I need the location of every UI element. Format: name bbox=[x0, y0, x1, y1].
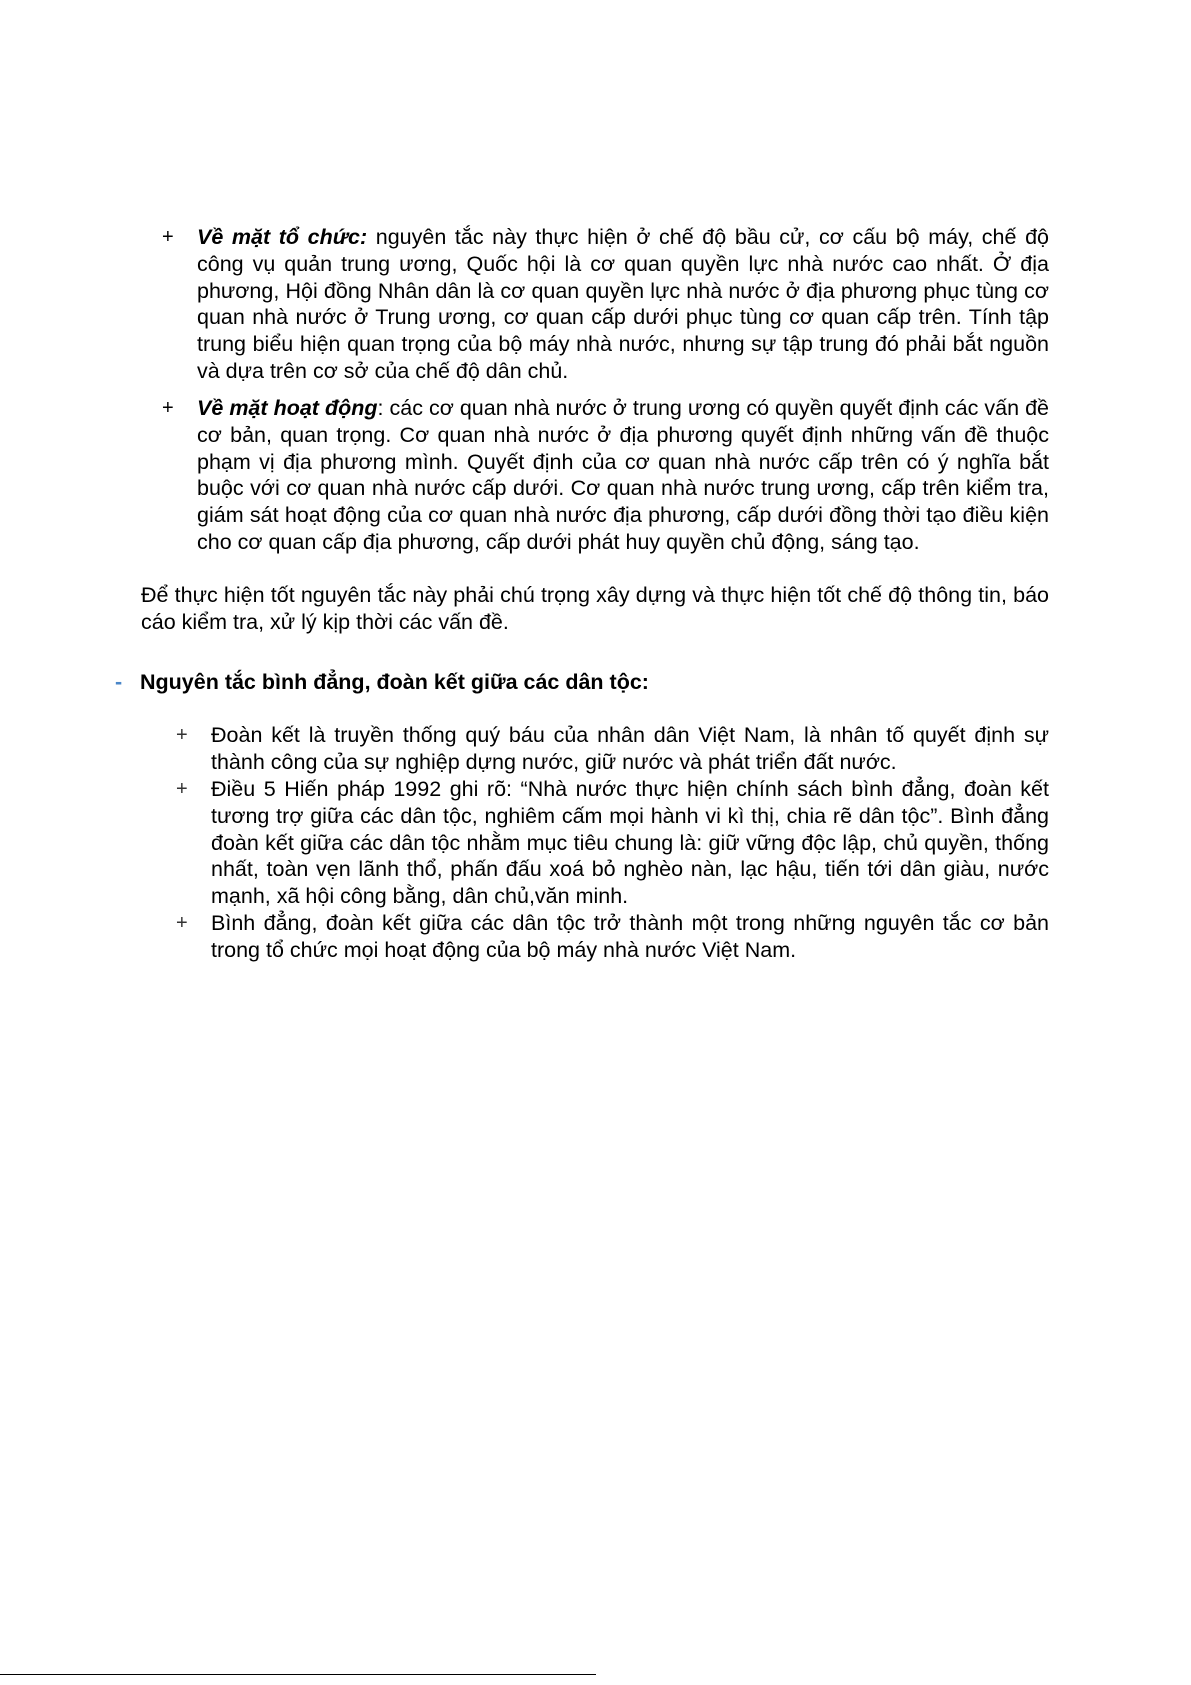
bullet-lead: Về mặt tổ chức: bbox=[197, 225, 368, 249]
plus-bullet-icon: + bbox=[162, 397, 174, 419]
bullet-body-text: Điều 5 Hiến pháp 1992 ghi rõ: “Nhà nước thực hiện chính sách bình đẳng, đoàn kết tương trợ giữa các dân tộc, nghiêm cấm mọi hành vi kì thị, chia rẽ dân tộc”. Bình đẳng đoàn kết giữa các dân tộc nhằm mục tiêu chung là: giữ vững độc lập, chủ quyền, thống nhất, toàn vẹn lãnh thổ, phấn đấu xoá bỏ nghèo nàn, lạc hậu, tiến tới dân giàu, nước mạnh, xã hội công bằng, dân chủ,văn minh. bbox=[211, 777, 1049, 909]
footnote-separator bbox=[0, 1674, 596, 1675]
section-heading bbox=[115, 669, 649, 696]
bullet-body-text: Bình đẳng, đoàn kết giữa các dân tộc trở thành một trong những nguyên tắc cơ bản trong tổ chức mọi hoạt động của bộ máy nhà nước Việt Nam. bbox=[211, 911, 1049, 962]
bullet-body-text: nguyên tắc này thực hiện ở chế độ bầu cử, cơ cấu bộ máy, chế độ công vụ quản trung ương, Quốc hội là cơ quan quyền lực nhà nước cao nhất. Ở địa phương, Hội đồng Nhân dân là cơ quan quyền lực nhà nước ở địa phương phục tùng cơ quan nhà nước ở Trung ương, cơ quan cấp dưới phục tùng cơ quan cấp trên. Tính tập trung biểu hiện quan trọng của bộ máy nhà nước, nhưng sự tập trung đó phải bắt nguồn và dựa trên cơ sở của chế độ dân chủ. bbox=[197, 225, 1049, 383]
bullet-activity-text bbox=[197, 395, 1049, 556]
bullet-body-text: Đoàn kết là truyền thống quý báu của nhân dân Việt Nam, là nhân tố quyết định sự thành công của sự nghiệp dựng nước, giữ nước và phát triển đất nước. bbox=[211, 723, 1049, 774]
bullet-lead: Về mặt hoạt động bbox=[197, 396, 378, 420]
plus-bullet-icon: + bbox=[176, 724, 188, 746]
bullet-organization-text bbox=[197, 224, 1049, 385]
closing-paragraph: Để thực hiện tốt nguyên tắc này phải chú trọng xây dựng và thực hiện tốt chế độ thông tin, báo cáo kiểm tra, xử lý kịp thời các vấn đề. bbox=[141, 583, 1049, 634]
dash-bullet-icon: - bbox=[115, 670, 123, 694]
section-heading-text: Nguyên tắc bình đẳng, đoàn kết giữa các dân tộc: bbox=[140, 670, 649, 694]
plus-bullet-icon: + bbox=[176, 778, 188, 800]
bullet-body-text: : các cơ quan nhà nước ở trung ương có quyền quyết định các vấn đề cơ bản, quan trọng. Cơ quan nhà nước ở địa phương quyết định những vấn đề thuộc phạm vị địa phương mình. Quyết định của cơ quan nhà nước cấp trên có ý nghĩa bắt buộc với cơ quan nhà nước cấp dưới. Cơ quan nhà nước trung ương, cấp trên kiểm tra, giám sát hoạt động của cơ quan nhà nước địa phương, cấp dưới đồng thời tạo điều kiện cho cơ quan cấp địa phương, cấp dưới phát huy quyền chủ động, sáng tạo. bbox=[197, 396, 1049, 554]
plus-bullet-icon: + bbox=[176, 912, 188, 934]
plus-bullet-icon: + bbox=[162, 226, 174, 248]
